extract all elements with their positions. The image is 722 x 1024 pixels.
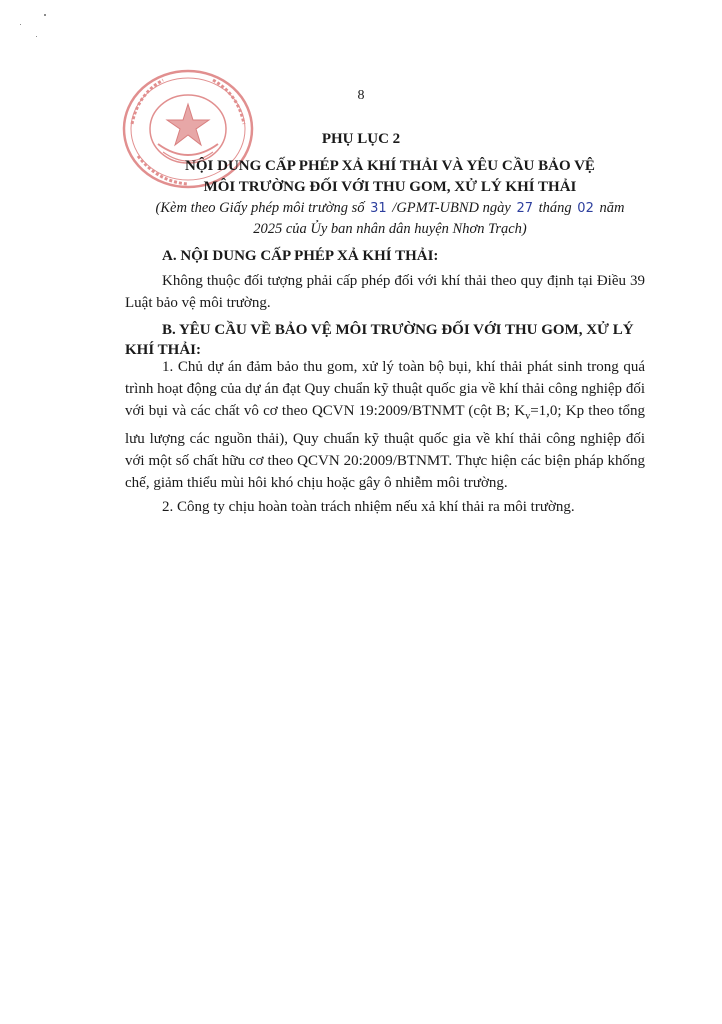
scan-speck bbox=[44, 14, 46, 16]
section-b-item1-part1: 1. Chủ dự án đảm bảo thu gom, xử lý toàn bộ bụi, khí thải phát sinh trong quá trình hoạt động của dự án đạt Quy chuẩn kỹ thuật quốc gia về khí thải công nghiệp đối với bụi và các chất vô cơ theo QCVN 19:2009/BTNMT (cột B; K bbox=[125, 359, 645, 419]
main-title-line2: MÔI TRƯỜNG ĐỐI VỚI THU GOM, XỬ LÝ KHÍ THẢI bbox=[203, 179, 577, 195]
handwritten-permit-number: 31 bbox=[370, 201, 387, 216]
scan-speck bbox=[36, 36, 37, 37]
subtitle bbox=[120, 198, 660, 239]
section-b-item2: 2. Công ty chịu hoàn toàn trách nhiệm nếu xả khí thải ra môi trường. bbox=[162, 499, 575, 515]
subtitle-line2: 2025 của Ủy ban nhân dân huyện Nhơn Trạch) bbox=[253, 221, 527, 237]
section-b-item1-subscript: v bbox=[525, 411, 531, 422]
handwritten-day: 27 bbox=[516, 201, 534, 216]
subtitle-part4: năm bbox=[599, 200, 625, 216]
scan-speck bbox=[20, 24, 21, 25]
page-number: 8 bbox=[357, 88, 365, 103]
main-title-line1: NỘI DUNG CẤP PHÉP XẢ KHÍ THẢI VÀ YÊU CẦU BẢO VỆ bbox=[185, 158, 595, 174]
section-b-item1 bbox=[125, 356, 645, 494]
section-b-item1-part2: =1,0; Kp theo tổng lưu lượng các nguồn thải), Quy chuẩn kỹ thuật quốc gia về khí thải công nghiệp đối với một số chất hữu cơ theo QCVN 20:2009/BTNMT. Thực hiện các biện pháp khống chế, giảm thiểu mùi hôi khó chịu hoặc gây ô nhiễm môi trường. bbox=[125, 403, 646, 491]
subtitle-part2: /GPMT-UBND ngày bbox=[392, 200, 511, 216]
subtitle-line1 bbox=[120, 198, 660, 219]
section-b-heading: B. YÊU CẦU VỀ BẢO VỆ MÔI TRƯỜNG ĐỐI VỚI THU GOM, XỬ LÝ KHÍ THẢI: bbox=[125, 322, 634, 358]
handwritten-month: 02 bbox=[577, 201, 594, 216]
section-a-heading: A. NỘI DUNG CẤP PHÉP XẢ KHÍ THẢI: bbox=[162, 248, 439, 264]
main-title bbox=[120, 156, 660, 198]
section-a-text: Không thuộc đối tượng phải cấp phép đối với khí thải theo quy định tại Điều 39 Luật bảo vệ môi trường. bbox=[125, 273, 645, 311]
appendix-title: PHỤ LỤC 2 bbox=[321, 131, 401, 147]
subtitle-part1: (Kèm theo Giấy phép môi trường số bbox=[155, 200, 365, 216]
subtitle-part3: tháng bbox=[538, 200, 572, 216]
